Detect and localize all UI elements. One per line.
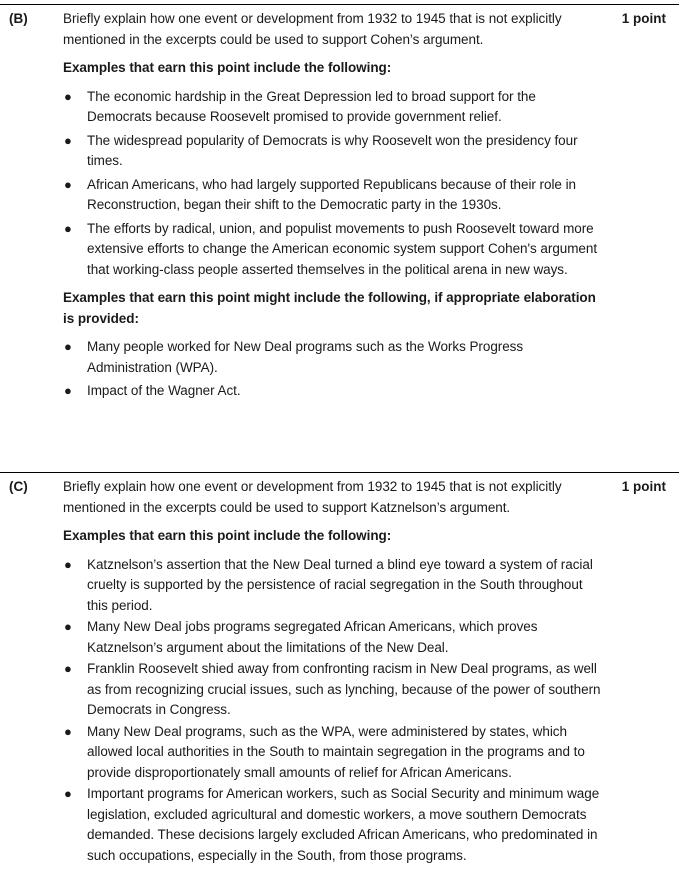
list-item-text: Impact of the Wagner Act. — [87, 383, 241, 398]
list-item-text: African Americans, who had largely supported Republicans because of their role in Reconstruction, began their shift to the Democratic party in the 1930s. — [87, 176, 576, 212]
bullet-icon: ● — [64, 339, 72, 354]
list-item-text: Franklin Roosevelt shied away from confronting racism in New Deal programs, as well as from recognizing crucial issues, such as lynching, because of the power of southern Democrats in Congress. — [87, 661, 601, 717]
section-letter: (B) — [9, 11, 28, 26]
bullet-icon: ● — [64, 619, 72, 634]
list-item-text: Many New Deal jobs programs segregated African Americans, which proves Katznelson’s argument about the limitations of the New Deal. — [87, 619, 538, 655]
section-body — [63, 477, 603, 867]
section-divider — [0, 4, 679, 5]
bullet-icon: ● — [64, 556, 72, 572]
point-value: 1 point — [621, 479, 666, 494]
bullet-icon: ● — [64, 132, 72, 148]
examples-heading: Examples that earn this point include the following: — [63, 528, 392, 543]
examples-list — [63, 87, 603, 281]
list-item-text: The economic hardship in the Great Depression led to broad support for the Democrats because Roosevelt promised to provide government relief. — [87, 88, 536, 124]
list-item — [63, 555, 603, 617]
list-item — [63, 131, 603, 172]
list-item — [63, 784, 603, 866]
list-item-text: Many New Deal programs, such as the WPA, were administered by states, which allowed local authorities in the South to maintain segregation in the programs and to provide disproportionately small amounts of relief for African Americans. — [87, 723, 585, 780]
list-item-text: The efforts by radical, union, and populist movements to push Roosevelt toward more extensive efforts to change the American economic system support Cohen's argument that working-class people asserted themselves in the political arena in new ways. — [87, 220, 598, 277]
list-item — [63, 87, 603, 128]
examples-list — [63, 555, 603, 867]
question-prompt: Briefly explain how one event or development from 1932 to 1945 that is not explicitly mentioned in the excerpts could be used to support Cohen’s argument. — [63, 11, 562, 47]
question-prompt: Briefly explain how one event or development from 1932 to 1945 that is not explicitly mentioned in the excerpts could be used to support Katznelson’s argument. — [63, 479, 562, 515]
list-item-text: Many people worked for New Deal programs such as the Works Progress Administration (WPA). — [87, 339, 524, 375]
list-item-text: Important programs for American workers, such as Social Security and minimum wage legislation, excluded agricultural and domestic workers, a move southern Democrats demanded. These decisions largely excluded African Americans, who predominated in such occupations, especially in the South, from those programs. — [87, 786, 600, 863]
bullet-icon: ● — [64, 723, 72, 739]
section-divider — [0, 472, 679, 473]
list-item — [63, 659, 603, 721]
point-value: 1 point — [621, 11, 666, 26]
bullet-icon: ● — [64, 383, 72, 398]
bullet-icon: ● — [64, 220, 72, 236]
bullet-icon: ● — [64, 661, 72, 676]
elaboration-heading: Examples that earn this point might include the following, if appropriate elaboration is provided: — [63, 290, 596, 326]
list-item-text: Katznelson’s assertion that the New Deal turned a blind eye toward a system of racial cruelty is supported by the persistence of racial segregation in the South throughout this period. — [87, 556, 593, 613]
list-item — [63, 722, 603, 784]
bullet-icon: ● — [64, 88, 72, 104]
list-item — [63, 381, 603, 402]
section-letter: (C) — [9, 479, 28, 494]
section-body — [63, 9, 603, 405]
bullet-icon: ● — [64, 176, 72, 192]
list-item — [63, 337, 603, 378]
bullet-icon: ● — [64, 786, 72, 801]
elaboration-list — [63, 337, 603, 402]
list-item — [63, 617, 603, 658]
list-item — [63, 219, 603, 281]
list-item — [63, 175, 603, 216]
examples-heading: Examples that earn this point include the following: — [63, 60, 392, 75]
list-item-text: The widespread popularity of Democrats is why Roosevelt won the presidency four times. — [87, 132, 578, 168]
